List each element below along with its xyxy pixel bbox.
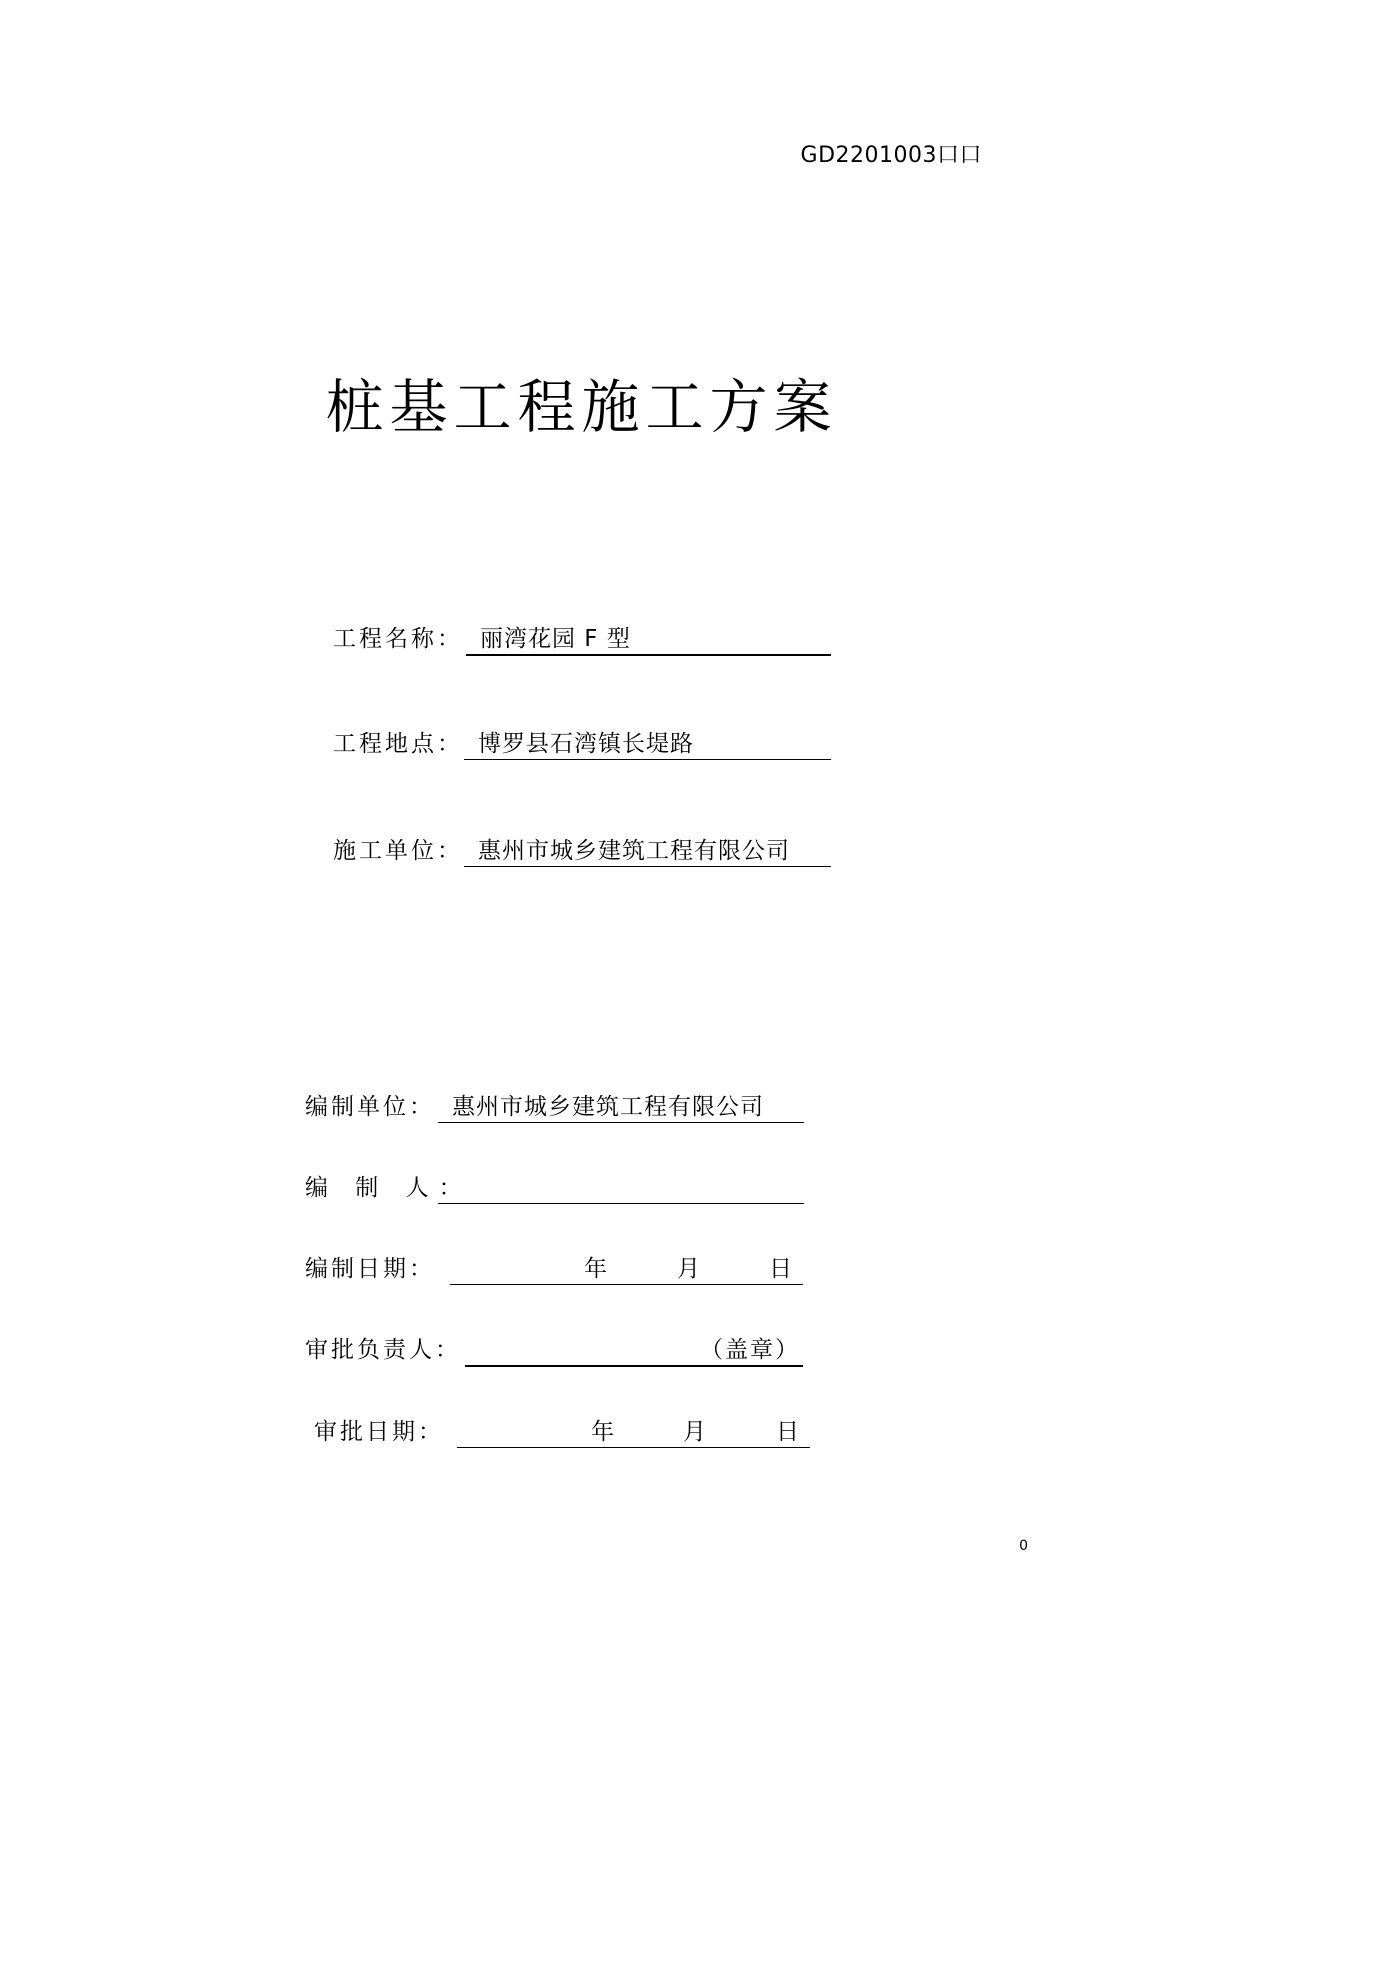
compile-date-day-label: 日 bbox=[769, 1256, 792, 1282]
document-title: 桩基工程施工方案 bbox=[325, 373, 838, 441]
approver-seal-note: （盖章） bbox=[700, 1337, 800, 1363]
construction-unit-row bbox=[333, 832, 833, 872]
approve-date-row bbox=[314, 1413, 814, 1453]
approve-date-year-label: 年 bbox=[591, 1419, 614, 1445]
compiling-unit-label: 编制单位： bbox=[305, 1094, 435, 1120]
project-location-label: 工程地点： bbox=[333, 731, 463, 757]
approve-date-month-label: 月 bbox=[683, 1419, 706, 1445]
compiler-row bbox=[305, 1169, 805, 1209]
compiling-unit-row bbox=[305, 1088, 805, 1128]
approver-row bbox=[305, 1331, 805, 1371]
construction-unit-label: 施工单位： bbox=[333, 838, 463, 864]
compiling-unit-value: 惠州市城乡建筑工程有限公司 bbox=[452, 1094, 764, 1120]
project-name-row bbox=[333, 620, 833, 660]
compiler-label: 编 制 人： bbox=[305, 1175, 472, 1201]
compile-date-field bbox=[450, 1250, 803, 1285]
project-location-row bbox=[333, 725, 833, 765]
approver-label: 审批负责人： bbox=[305, 1337, 461, 1363]
project-location-value: 博罗县石湾镇长堤路 bbox=[478, 731, 694, 757]
approve-date-field bbox=[457, 1413, 810, 1448]
compile-date-year-label: 年 bbox=[584, 1256, 607, 1282]
document-code: GD2201003口口 bbox=[800, 143, 982, 168]
page-number: 0 bbox=[1019, 1538, 1028, 1554]
compile-date-row bbox=[305, 1250, 805, 1290]
compile-date-month-label: 月 bbox=[677, 1256, 700, 1282]
approve-date-day-label: 日 bbox=[776, 1419, 799, 1445]
compiler-field bbox=[438, 1169, 804, 1204]
compile-date-label: 编制日期： bbox=[305, 1256, 435, 1282]
construction-unit-value: 惠州市城乡建筑工程有限公司 bbox=[478, 838, 790, 864]
project-name-value: 丽湾花园 F 型 bbox=[480, 626, 631, 652]
approve-date-label: 审批日期： bbox=[314, 1419, 444, 1445]
project-name-label: 工程名称： bbox=[333, 626, 463, 652]
